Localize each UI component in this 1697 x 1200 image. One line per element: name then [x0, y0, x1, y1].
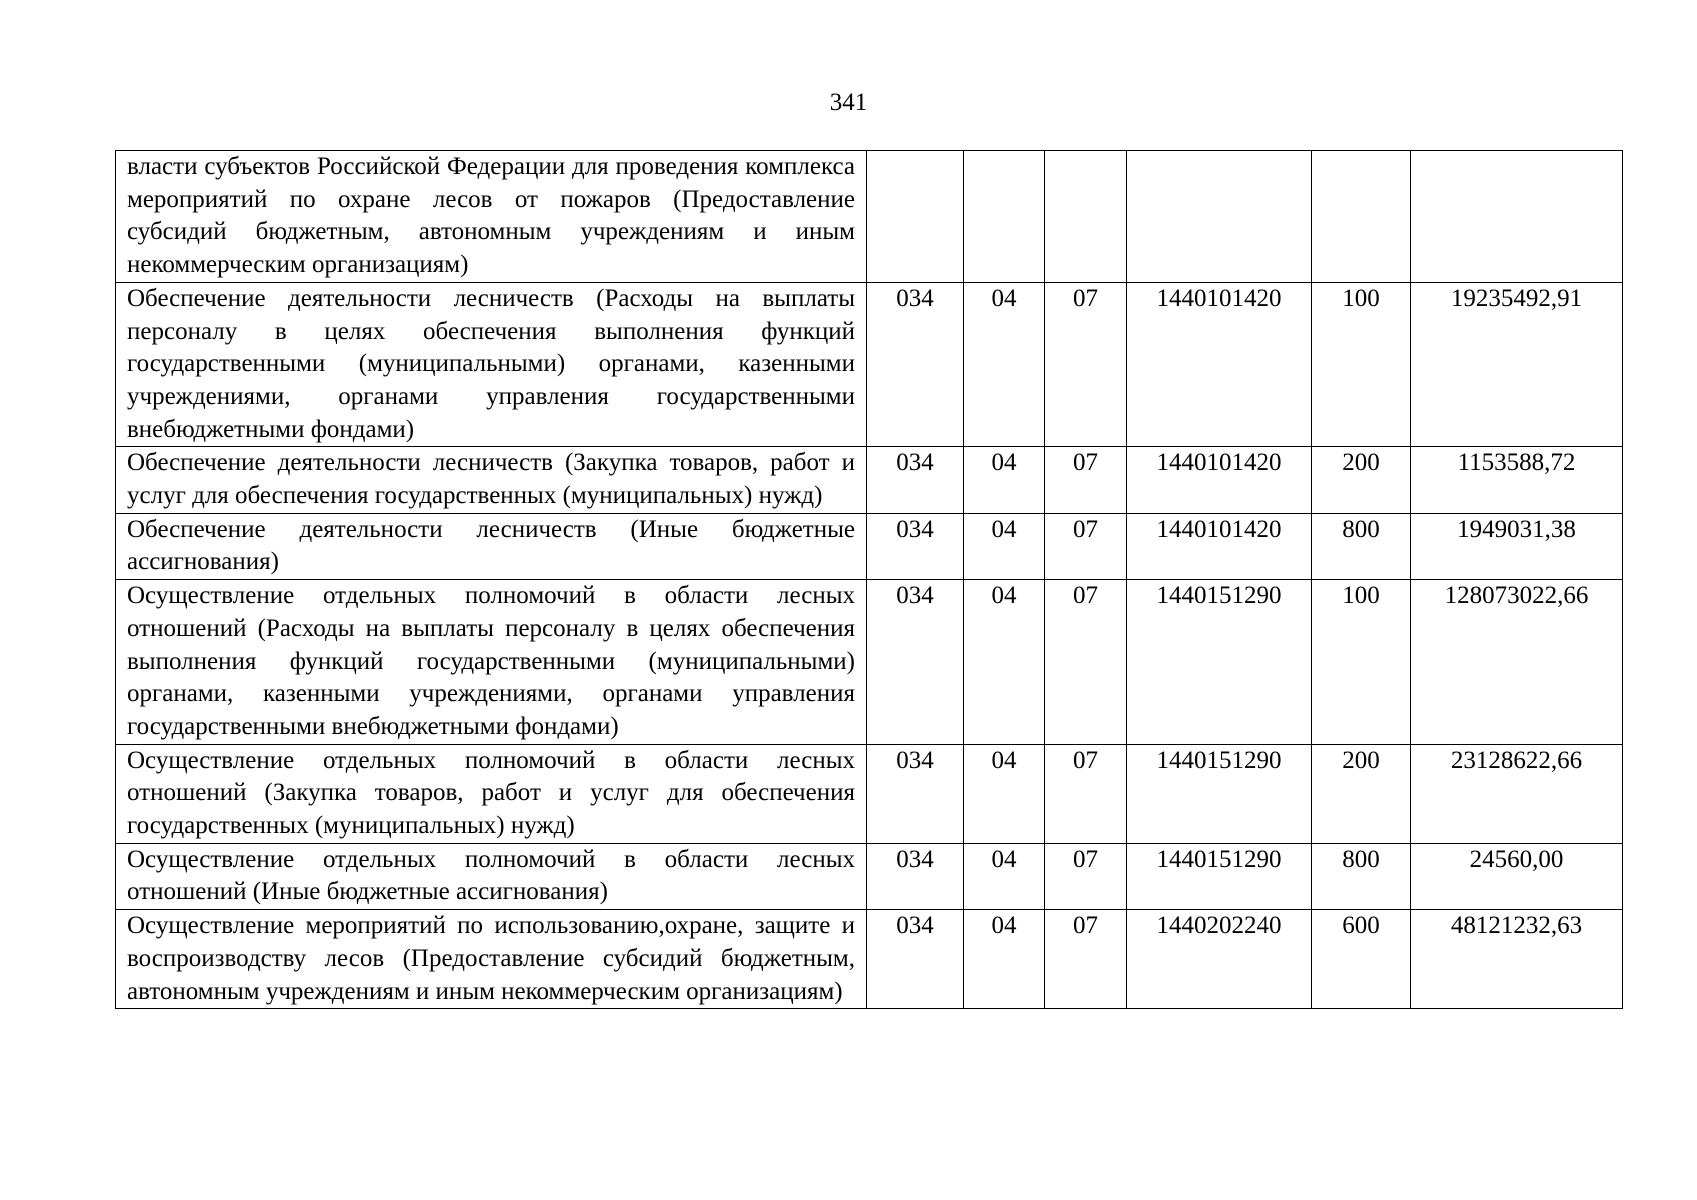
table-row — [116, 151, 1623, 283]
subsection-code — [1045, 151, 1127, 283]
target-article-code: 1440151290 — [1127, 580, 1312, 745]
expense-type-code: 100 — [1312, 580, 1411, 745]
row-description: Осуществление мероприятий по использованию,охране, защите и воспроизводству лесов (Предоставление субсидий бюджетным, автономным учреждениям и иным некоммерческим организациям) — [116, 910, 867, 1009]
expense-type-code: 200 — [1312, 447, 1411, 513]
row-description: Обеспечение деятельности лесничеств (Закупка товаров, работ и услуг для обеспечения государственных (муниципальных) нужд) — [116, 447, 867, 513]
ministry-code: 034 — [867, 580, 964, 745]
row-description: Обеспечение деятельности лесничеств (Иные бюджетные ассигнования) — [116, 513, 867, 579]
table-row — [116, 910, 1623, 1009]
row-description: Осуществление отдельных полномочий в области лесных отношений (Иные бюджетные ассигнования) — [116, 843, 867, 909]
target-article-code: 1440101420 — [1127, 447, 1312, 513]
amount-value: 128073022,66 — [1411, 580, 1623, 745]
table-row — [116, 447, 1623, 513]
expense-type-code: 100 — [1312, 282, 1411, 447]
subsection-code: 07 — [1045, 843, 1127, 909]
expense-type-code: 600 — [1312, 910, 1411, 1009]
table-row — [116, 282, 1623, 447]
section-code: 04 — [964, 843, 1045, 909]
expense-type-code: 800 — [1312, 843, 1411, 909]
amount-value: 48121232,63 — [1411, 910, 1623, 1009]
budget-table — [115, 150, 1623, 1009]
row-description: Обеспечение деятельности лесничеств (Расходы на выплаты персоналу в целях обеспечения выполнения функций государственными (муниципальными) органами, казенными учреждениями, органами управления государственными внебюджетными фондами) — [116, 282, 867, 447]
table-row — [116, 843, 1623, 909]
amount-value: 19235492,91 — [1411, 282, 1623, 447]
row-description: власти субъектов Российской Федерации для проведения комплекса мероприятий по охране лесов от пожаров (Предоставление субсидий бюджетным, автономным учреждениям и иным некоммерческим организациям) — [116, 151, 867, 283]
section-code: 04 — [964, 910, 1045, 1009]
target-article-code: 1440151290 — [1127, 843, 1312, 909]
section-code: 04 — [964, 282, 1045, 447]
expense-type-code: 800 — [1312, 513, 1411, 579]
subsection-code: 07 — [1045, 447, 1127, 513]
target-article-code: 1440151290 — [1127, 744, 1312, 843]
target-article-code — [1127, 151, 1312, 283]
section-code: 04 — [964, 447, 1045, 513]
section-code: 04 — [964, 580, 1045, 745]
amount-value: 1949031,38 — [1411, 513, 1623, 579]
section-code: 04 — [964, 513, 1045, 579]
expense-type-code: 200 — [1312, 744, 1411, 843]
section-code — [964, 151, 1045, 283]
expense-type-code — [1312, 151, 1411, 283]
subsection-code: 07 — [1045, 580, 1127, 745]
table-row — [116, 580, 1623, 745]
ministry-code: 034 — [867, 910, 964, 1009]
subsection-code: 07 — [1045, 282, 1127, 447]
target-article-code: 1440101420 — [1127, 282, 1312, 447]
table-row — [116, 744, 1623, 843]
amount-value — [1411, 151, 1623, 283]
subsection-code: 07 — [1045, 513, 1127, 579]
target-article-code: 1440202240 — [1127, 910, 1312, 1009]
amount-value: 24560,00 — [1411, 843, 1623, 909]
ministry-code: 034 — [867, 513, 964, 579]
row-description: Осуществление отдельных полномочий в области лесных отношений (Закупка товаров, работ и услуг для обеспечения государственных (муниципальных) нужд) — [116, 744, 867, 843]
ministry-code: 034 — [867, 843, 964, 909]
page-number: 341 — [829, 89, 868, 116]
ministry-code: 034 — [867, 282, 964, 447]
subsection-code: 07 — [1045, 744, 1127, 843]
row-description: Осуществление отдельных полномочий в области лесных отношений (Расходы на выплаты персоналу в целях обеспечения выполнения функций государственными (муниципальными) органами, казенными учреждениями, органами управления государственными внебюджетными фондами) — [116, 580, 867, 745]
amount-value: 1153588,72 — [1411, 447, 1623, 513]
target-article-code: 1440101420 — [1127, 513, 1312, 579]
table-row — [116, 513, 1623, 579]
section-code: 04 — [964, 744, 1045, 843]
amount-value: 23128622,66 — [1411, 744, 1623, 843]
subsection-code: 07 — [1045, 910, 1127, 1009]
ministry-code: 034 — [867, 744, 964, 843]
ministry-code: 034 — [867, 447, 964, 513]
ministry-code — [867, 151, 964, 283]
